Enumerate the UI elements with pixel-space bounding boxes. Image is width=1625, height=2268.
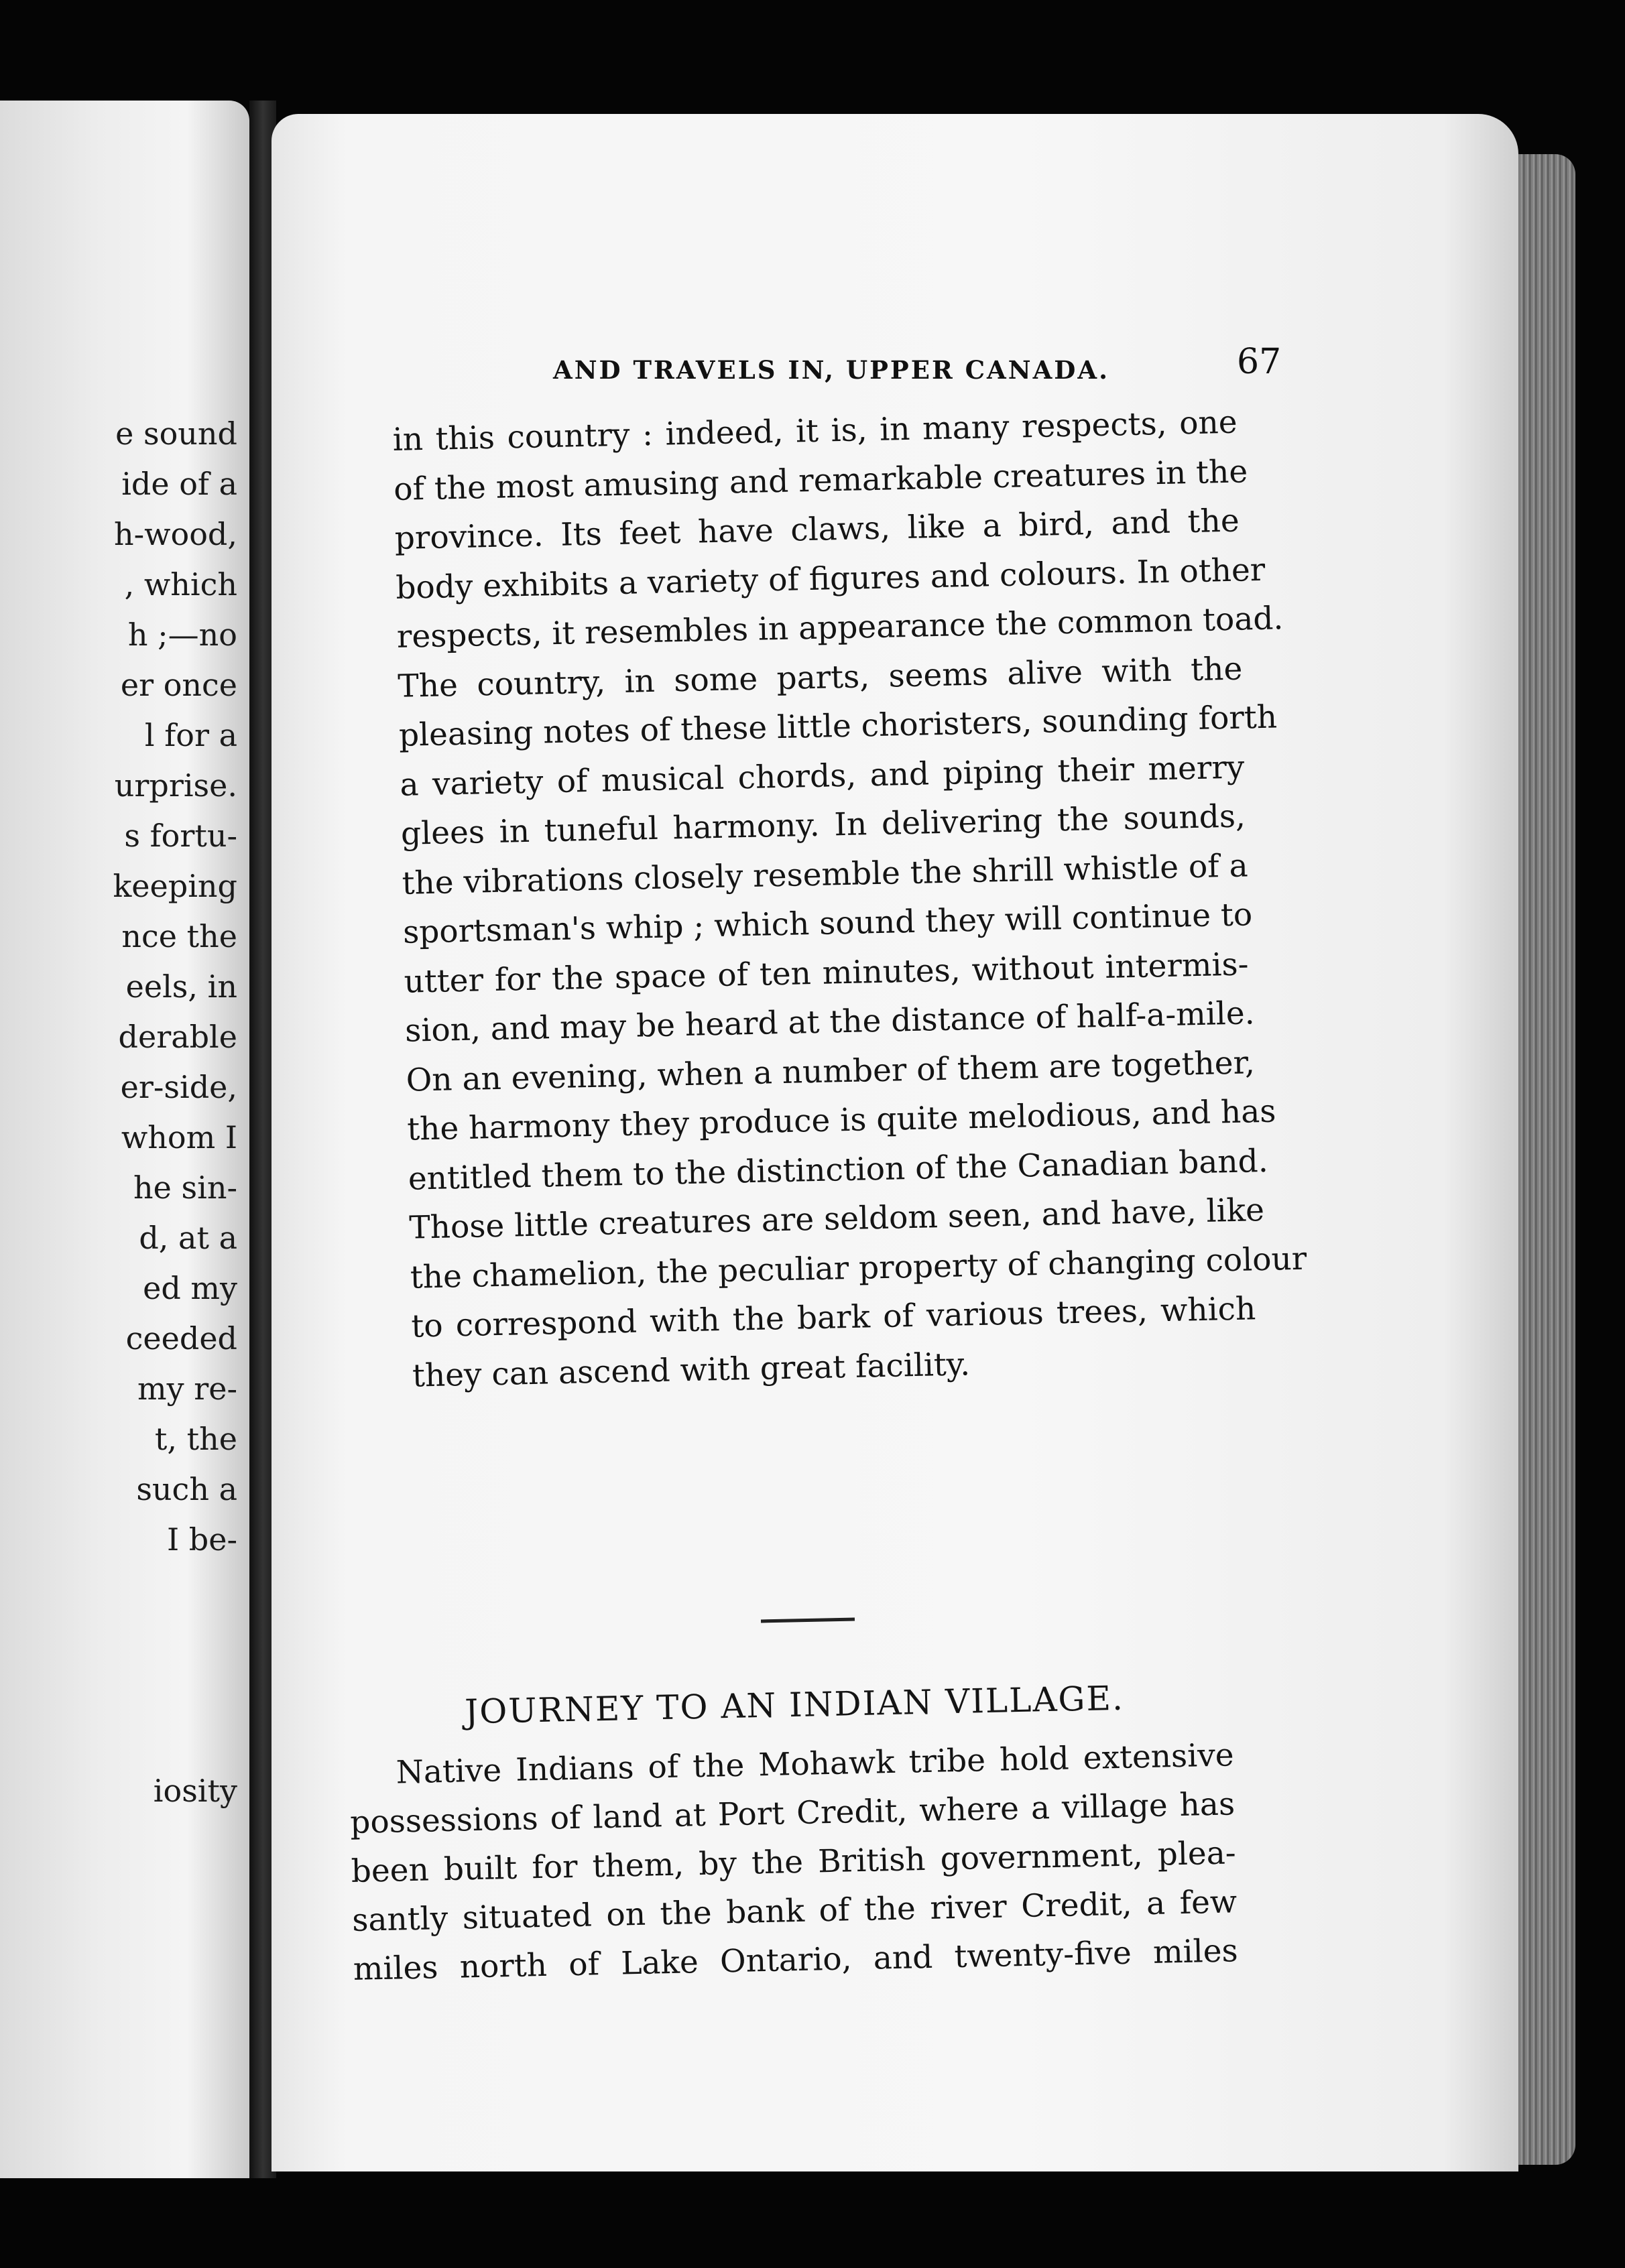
left-line: eels, in [125, 968, 237, 1005]
left-line: derable [118, 1019, 237, 1055]
text-line: The country, in some parts, seems alive with the [397, 650, 1243, 705]
text-line: of the most amusing and remarkable creatures in the [393, 452, 1248, 508]
left-line: keeping [113, 868, 237, 904]
body-paragraph [392, 398, 1307, 1401]
left-page-gap [113, 1565, 237, 1766]
left-page-text [113, 409, 237, 1816]
left-line: , which [124, 566, 237, 603]
text-line: a variety of musical chords, and piping their merry [399, 748, 1245, 804]
section-divider [761, 1618, 855, 1623]
left-line: I be- [166, 1521, 237, 1558]
text-line: entitled them to the distinction of the Canadian band. [408, 1142, 1269, 1198]
text-line: to correspond with the bark of various trees, which [410, 1290, 1256, 1345]
left-line: h-wood, [114, 516, 237, 552]
text-line: they can ascend with great facility. [412, 1345, 971, 1395]
text-line: utter for the space of ten minutes, without intermis- [404, 945, 1249, 1001]
left-line: he sin- [133, 1170, 237, 1206]
left-line: l for a [144, 717, 237, 753]
left-line: nce the [121, 918, 237, 954]
text-line: santly situated on the bank of the river Credit, a few [351, 1883, 1238, 1939]
page-number: 67 [1237, 342, 1282, 382]
text-line: sion, and may be heard at the distance of half-a-mile. [404, 995, 1256, 1050]
left-line: ceeded [125, 1320, 237, 1357]
left-page [0, 101, 249, 2178]
text-line: been built for them, by the British government, plea- [351, 1834, 1237, 1890]
left-line: ide of a [121, 466, 237, 502]
text-line: the chamelion, the peculiar property of changing colour [410, 1240, 1307, 1296]
text-line: the harmony they produce is quite melodious, and has [406, 1092, 1276, 1148]
running-head: AND TRAVELS IN, UPPER CANADA. [553, 355, 1109, 385]
left-line: ed my [143, 1270, 237, 1306]
text-line: sportsman's whip ; which sound they will continue to [402, 896, 1253, 951]
text-line: respects, it resembles in appearance the common toad. [396, 600, 1284, 655]
left-line: whom I [121, 1119, 237, 1155]
text-line: in this country : indeed, it is, in many respects, one [392, 403, 1238, 458]
text-line: province. Its feet have claws, like a bird, and the [394, 502, 1240, 557]
text-line: Those little creatures are seldom seen, and have, like [408, 1192, 1265, 1247]
text-line: possessions of land at Port Credit, where a village has [349, 1785, 1236, 1841]
left-line: d, at a [139, 1220, 237, 1256]
left-line: iosity [153, 1773, 237, 1809]
left-line: s fortu- [124, 818, 237, 854]
text-line: miles north of Lake Ontario, and twenty-five miles [353, 1932, 1239, 1988]
section-heading: JOURNEY TO AN INDIAN VILLAGE. [464, 1678, 1125, 1732]
left-line: my re- [137, 1371, 237, 1407]
left-line: such a [136, 1471, 237, 1507]
left-line: er-side, [120, 1069, 237, 1105]
text-line: pleasing notes of these little choristers, sounding forth [398, 698, 1278, 754]
text-line: glees in tuneful harmony. In delivering the sounds, [400, 798, 1246, 853]
left-line: er once [120, 667, 237, 703]
text-line: body exhibits a variety of figures and colours. In other [395, 551, 1266, 607]
text-line: Native Indians of the Mohawk tribe hold extensive [396, 1737, 1235, 1791]
right-page [272, 114, 1518, 2171]
section-paragraph [349, 1730, 1238, 1994]
text-line: On an evening, when a number of them are together, [406, 1044, 1256, 1099]
text-line: the vibrations closely resemble the shrill whistle of a [402, 846, 1249, 902]
left-line: t, the [154, 1421, 237, 1457]
left-line: urprise. [114, 767, 237, 804]
left-line: e sound [115, 416, 237, 452]
left-line: h ;—no [127, 617, 237, 653]
